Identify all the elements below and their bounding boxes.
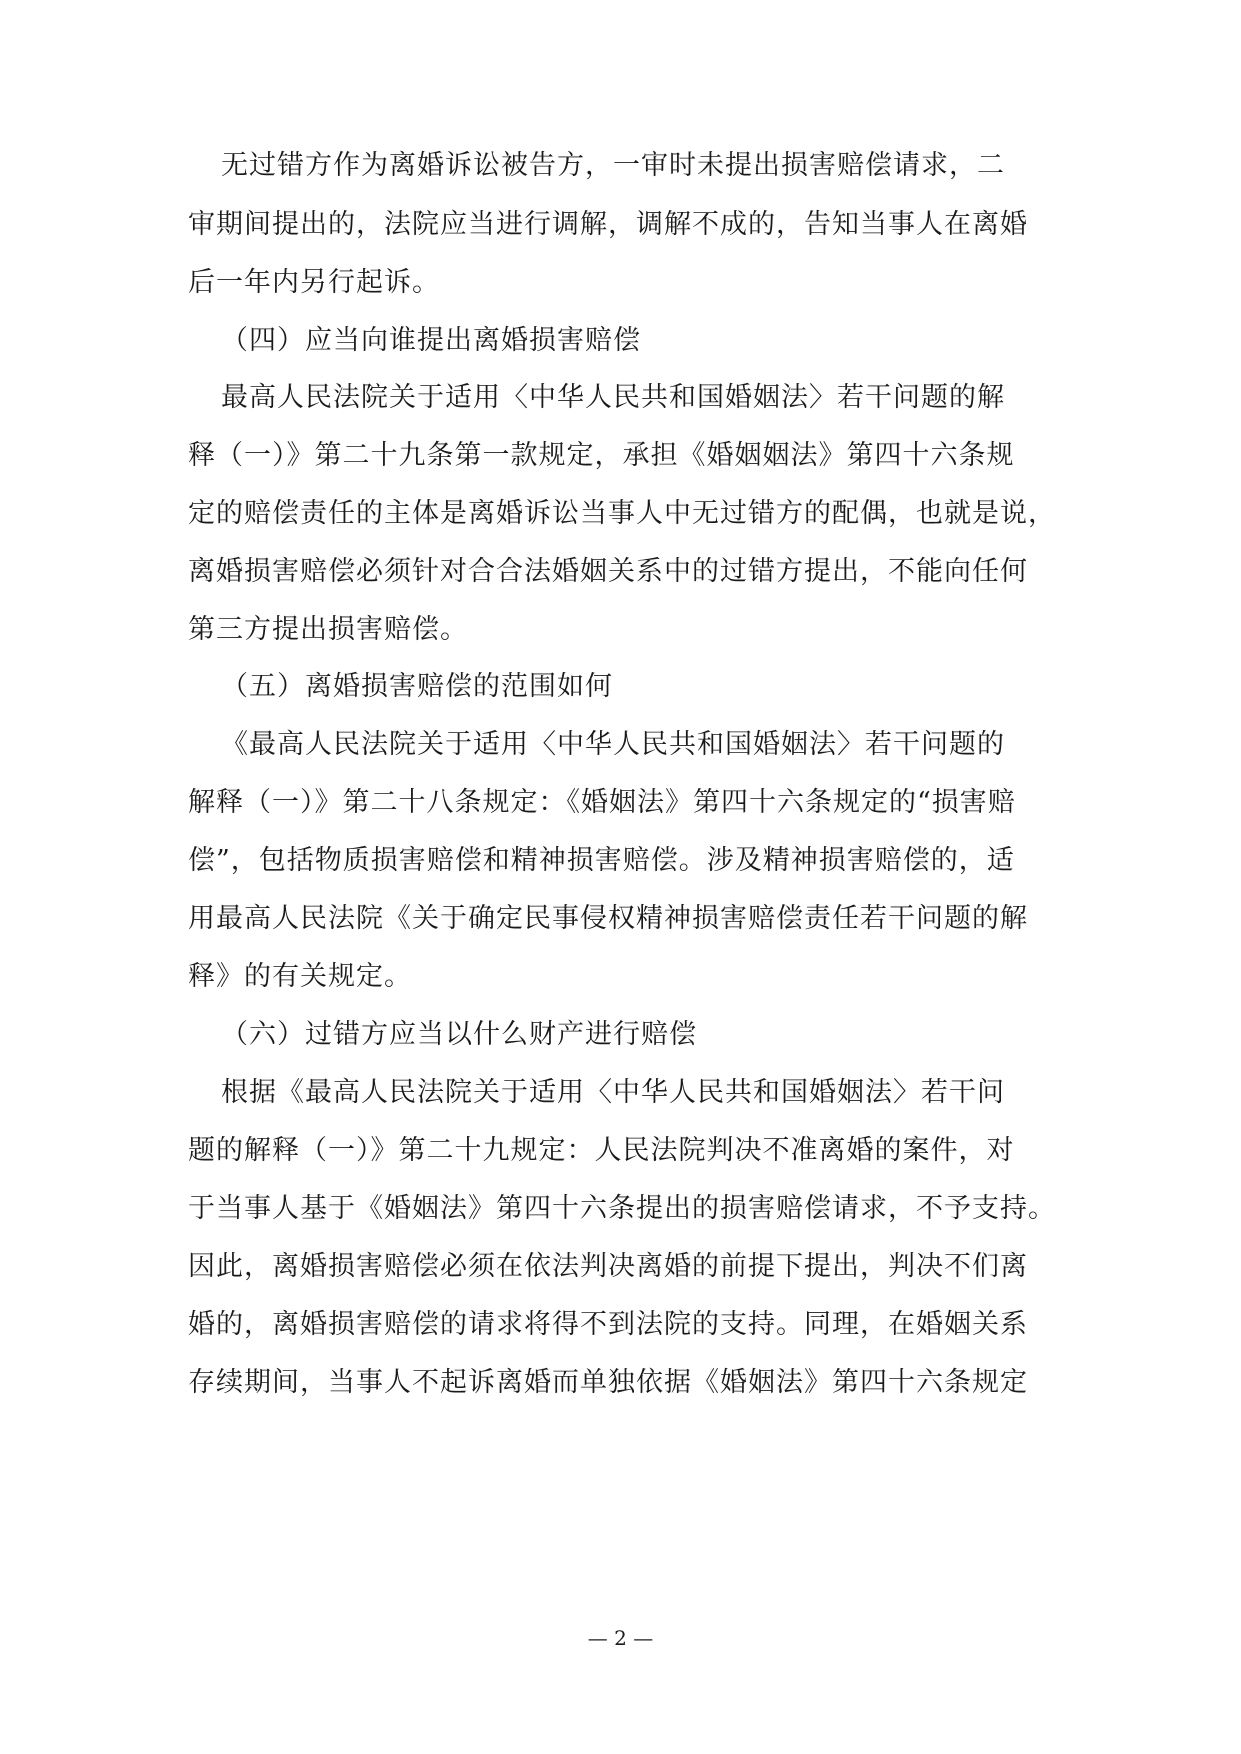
text-line: 释》的有关规定。 xyxy=(188,961,412,992)
text-line: 释（一）》第二十九条第一款规定，承担《婚姻姻法》第四十六条规 xyxy=(188,440,1015,471)
section-heading: （五）离婚损害赔偿的范围如何 xyxy=(221,671,613,702)
text-line: 根据《最高人民法院关于适用〈中华人民共和国婚姻法〉若干问 xyxy=(221,1077,1005,1108)
text-line: 无过错方作为离婚诉讼被告方，一审时未提出损害赔偿请求，二 xyxy=(221,150,1005,181)
text-line: 存续期间，当事人不起诉离婚而单独依据《婚姻法》第四十六条规定 xyxy=(188,1367,1028,1398)
page-number: — 2 — xyxy=(587,1626,654,1650)
text-line: 最高人民法院关于适用〈中华人民共和国婚姻法〉若干问题的解 xyxy=(221,382,1005,413)
text-line: 用最高人民法院《关于确定民事侵权精神损害赔偿责任若干问题的解 xyxy=(188,903,1028,934)
text-line: 解释（一）》第二十八条规定：《婚姻法》第四十六条规定的“损害赔 xyxy=(188,787,1016,818)
text-line: 后一年内另行起诉。 xyxy=(188,267,440,298)
text-line: 定的赔偿责任的主体是离婚诉讼当事人中无过错方的配偶，也就是说， xyxy=(188,498,1056,529)
text-line: 于当事人基于《婚姻法》第四十六条提出的损害赔偿请求，不予支持。 xyxy=(188,1193,1056,1224)
text-line: 题的解释（一）》第二十九规定：人民法院判决不准离婚的案件，对 xyxy=(188,1135,1015,1166)
text-line: 《最高人民法院关于适用〈中华人民共和国婚姻法〉若干问题的 xyxy=(221,729,1005,760)
text-line: 因此，离婚损害赔偿必须在依法判决离婚的前提下提出，判决不们离 xyxy=(188,1251,1028,1282)
text-line: 第三方提出损害赔偿。 xyxy=(188,614,468,645)
section-heading: （四）应当向谁提出离婚损害赔偿 xyxy=(221,325,641,356)
text-line: 婚的，离婚损害赔偿的请求将得不到法院的支持。同理，在婚姻关系 xyxy=(188,1309,1028,1340)
section-heading: （六）过错方应当以什么财产进行赔偿 xyxy=(221,1019,697,1050)
text-line: 偿”，包括物质损害赔偿和精神损害赔偿。涉及精神损害赔偿的，适 xyxy=(188,845,1015,876)
text-line: 离婚损害赔偿必须针对合合法婚姻关系中的过错方提出，不能向任何 xyxy=(188,556,1028,587)
text-line: 审期间提出的，法院应当进行调解，调解不成的，告知当事人在离婚 xyxy=(188,209,1028,240)
